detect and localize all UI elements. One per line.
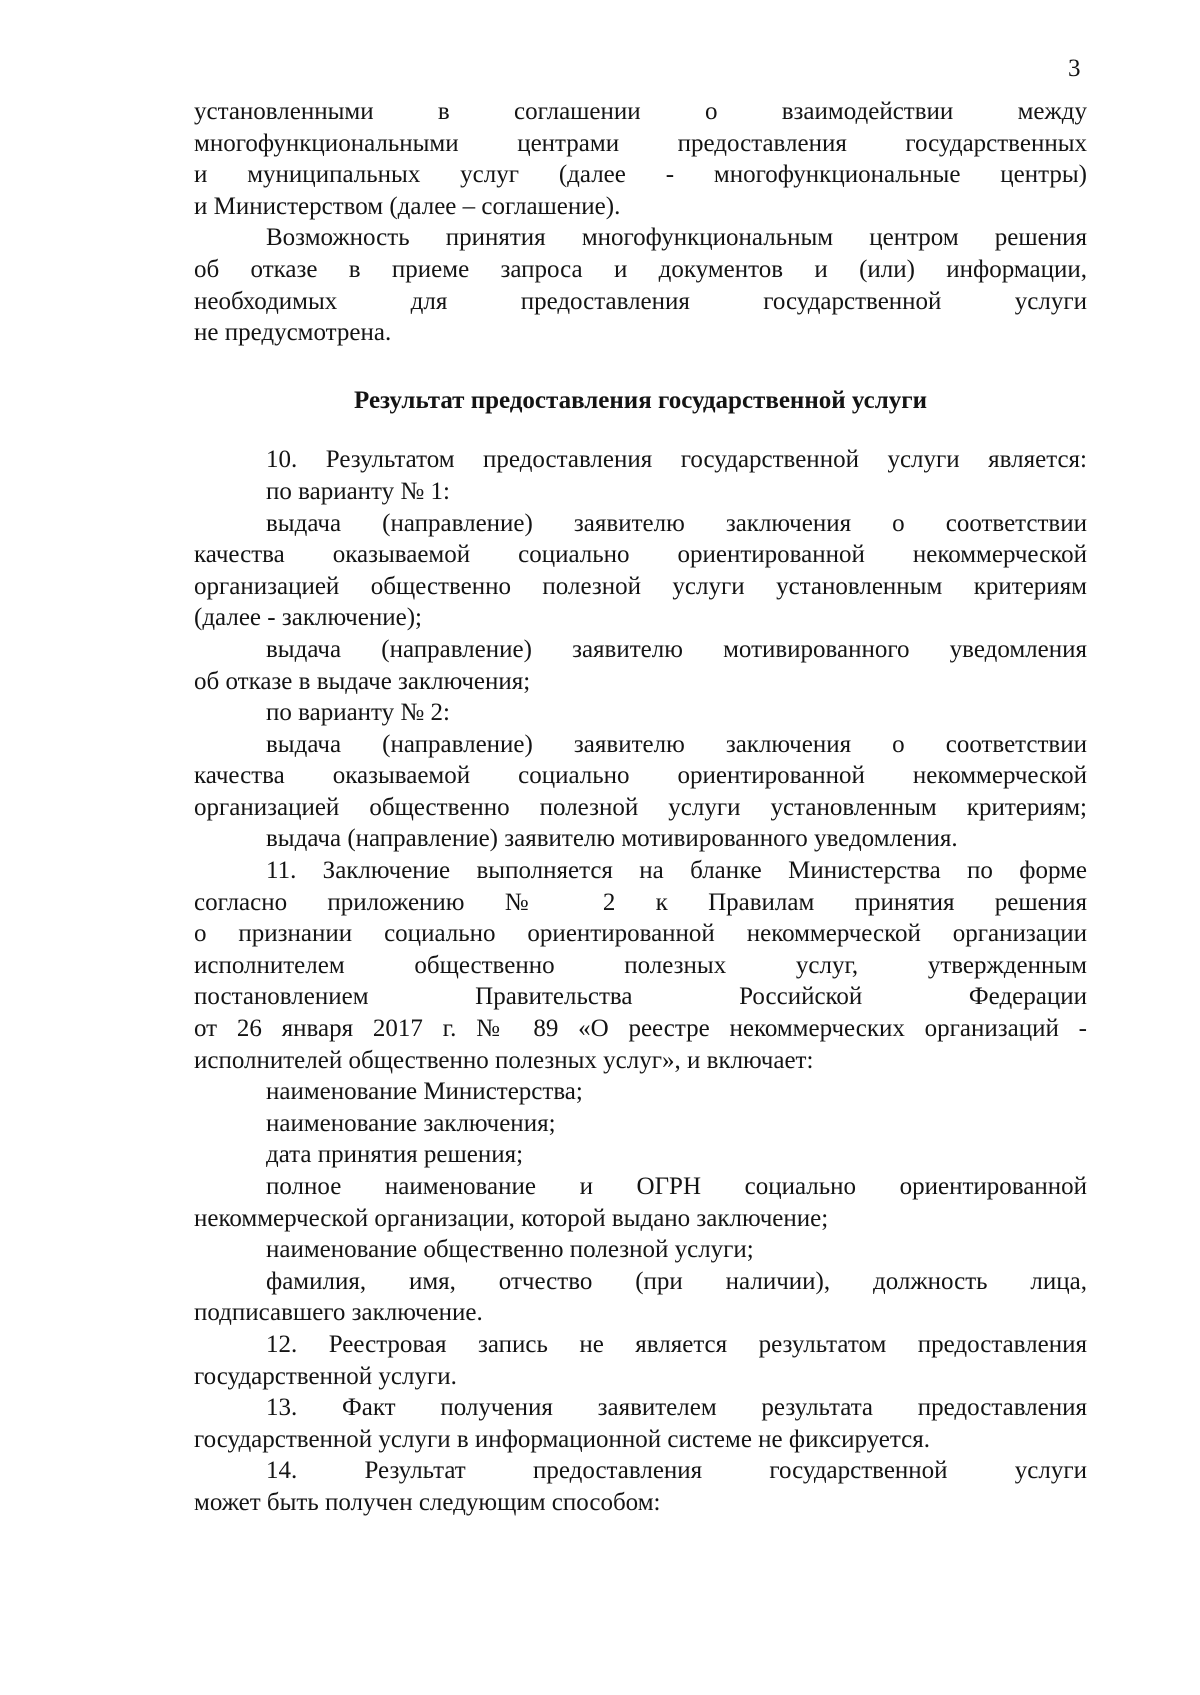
text-line: подписавшего заключение.: [194, 1299, 483, 1327]
text-line: постановлением Правительства Российской Федерации: [194, 983, 1087, 1011]
text-line: по варианту № 1:: [266, 477, 450, 505]
text-line: 11. Заключение выполняется на бланке Министерства по форме: [266, 857, 1087, 885]
text-line: полное наименование и ОГРН социально ориентированной: [266, 1173, 1087, 1200]
text-line: исполнителем общественно полезных услуг, утвержденным: [194, 951, 1087, 979]
text-line: не предусмотрена.: [194, 319, 392, 347]
text-line: выдача (направление) заявителю мотивированного уведомления: [266, 635, 1087, 663]
text-line: согласно приложению № 2 к Правилам принятия решения: [194, 888, 1087, 916]
text-line: Возможность принятия многофункциональным центром решения: [266, 224, 1087, 252]
text-line: (далее - заключение);: [194, 604, 422, 632]
text-line: многофункциональными центрами предоставления государственных: [194, 129, 1087, 157]
text-line: исполнителей общественно полезных услуг», и включает:: [194, 1046, 814, 1074]
text-line: наименование заключения;: [266, 1109, 556, 1137]
text-line: организацией общественно полезной услуги установленным критериям: [194, 572, 1087, 600]
text-line: о признании социально ориентированной некоммерческой организации: [194, 920, 1087, 948]
text-line: 14. Результат предоставления государственной услуги: [266, 1457, 1087, 1485]
text-line: наименование Министерства;: [266, 1078, 583, 1106]
text-line: 12. Реестровая запись не является результатом предоставления: [266, 1330, 1087, 1358]
text-line: наименование общественно полезной услуги;: [266, 1236, 754, 1264]
text-line: государственной услуги в информационной системе не фиксируется.: [194, 1425, 930, 1453]
text-line: организацией общественно полезной услуги установленным критериям;: [194, 793, 1087, 821]
text-line: об отказе в выдаче заключения;: [194, 667, 531, 695]
text-line: об отказе в приеме запроса и документов и (или) информации,: [194, 255, 1087, 283]
text-line: качества оказываемой социально ориентированной некоммерческой: [194, 762, 1087, 790]
text-line: выдача (направление) заявителю заключения о соответствии: [266, 730, 1087, 758]
text-line: выдача (направление) заявителю мотивированного уведомления.: [266, 825, 958, 853]
text-line: по варианту № 2:: [266, 699, 450, 727]
text-line: фамилия, имя, отчество (при наличии), должность лица,: [266, 1267, 1087, 1295]
document-body: [194, 96, 1087, 1519]
text-line: и муниципальных услуг (далее - многофункциональные центры): [194, 161, 1087, 189]
text-line: 10. Результатом предоставления государственной услуги является:: [266, 446, 1087, 474]
text-line: качества оказываемой социально ориентированной некоммерческой: [194, 541, 1087, 569]
text-line: может быть получен следующим способом:: [194, 1488, 661, 1516]
text-line: от 26 января 2017 г. № 89 «О реестре некоммерческих организаций -: [194, 1015, 1087, 1043]
section-heading: Результат предоставления государственной услуги: [354, 386, 927, 414]
text-line: необходимых для предоставления государственной услуги: [194, 287, 1087, 315]
text-line: установленными в соглашении о взаимодействии между: [194, 98, 1087, 125]
page-number: 3: [1068, 55, 1081, 82]
text-line: дата принятия решения;: [266, 1141, 524, 1169]
text-line: государственной услуги.: [194, 1362, 457, 1390]
text-line: 13. Факт получения заявителем результата предоставления: [266, 1394, 1087, 1422]
text-line: некоммерческой организации, которой выдано заключение;: [194, 1204, 829, 1232]
text-line: выдача (направление) заявителю заключения о соответствии: [266, 509, 1087, 537]
text-line: и Министерством (далее – соглашение).: [194, 192, 621, 220]
